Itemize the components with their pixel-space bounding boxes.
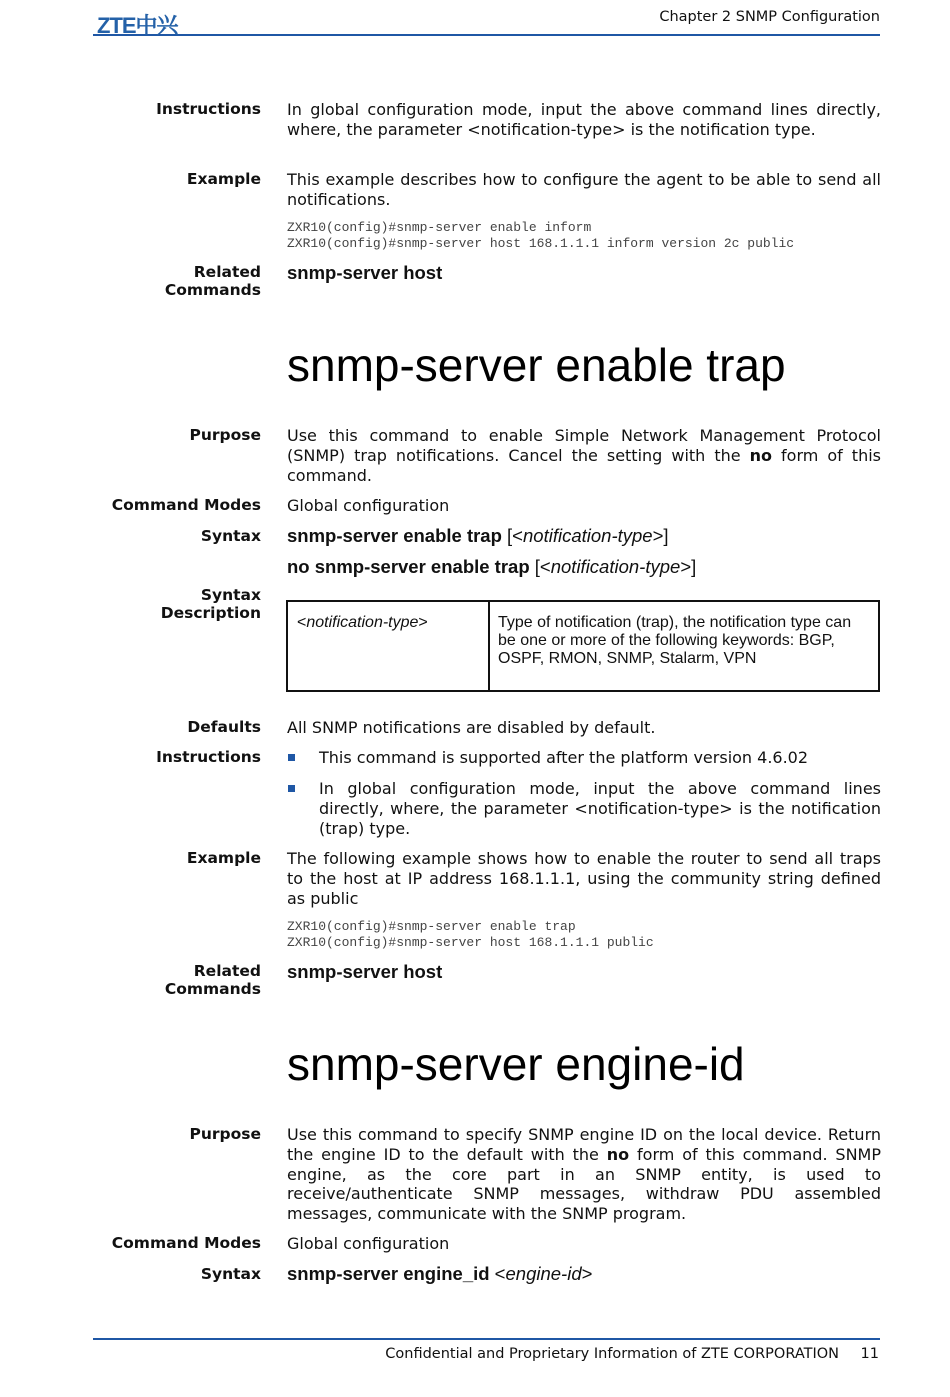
related-commands-label: Related Commands [164, 263, 261, 299]
instructions-label: Instructions [156, 100, 261, 118]
chapter-title: Chapter 2 SNMP Configuration [659, 9, 880, 25]
purpose-text: Use this command to enable Simple Network Management Protocol (SNMP) trap notifications. Cancel the setting with the no form of this command. [287, 426, 881, 485]
example-label: Example [186, 849, 261, 867]
parameter-description: Type of notification (trap), the notification type can be one or more of the following keywords: BGP, OSPF, RMON, SNMP, Stalarm, VPN [498, 614, 852, 667]
related-command: snmp-server host [287, 961, 443, 982]
instructions-label: Instructions [156, 748, 261, 766]
parameter-name: <notification-type> [288, 602, 490, 690]
related-command: snmp-server host [287, 262, 443, 283]
syntax-label: Syntax [200, 527, 261, 545]
defaults-label: Defaults [187, 718, 261, 736]
defaults-text: All SNMP notifications are disabled by default. [287, 718, 656, 737]
footer-text: Confidential and Proprietary Information of ZTE CORPORATION [385, 1346, 839, 1362]
example-text: The following example shows how to enable the router to send all traps to the host at IP address 168.1.1.1, using the community string defined as public [287, 849, 881, 908]
purpose-label: Purpose [189, 1125, 261, 1143]
parameter-table [286, 600, 880, 692]
syntax-line: snmp-server enable trap [<notification-type>] [287, 525, 669, 546]
related-commands-label: Related Commands [164, 962, 261, 998]
purpose-label: Purpose [189, 426, 261, 444]
example-label: Example [186, 170, 261, 188]
bullet-square-icon [288, 785, 295, 792]
instructions-text: In global configuration mode, input the above command lines directly, where, the parameter <notification-type> is the notification type. [287, 100, 881, 139]
bullet-square-icon [288, 754, 295, 761]
syntax-line: snmp-server engine_id <engine-id> [287, 1263, 593, 1284]
page-footer [93, 1338, 880, 1362]
syntax-description-label: Syntax Description [160, 586, 261, 622]
page-number: 11 [860, 1346, 879, 1362]
command-modes-text: Global configuration [287, 1234, 450, 1253]
command-modes-label: Command Modes [111, 1234, 261, 1252]
command-modes-text: Global configuration [287, 496, 450, 515]
syntax-label: Syntax [200, 1265, 261, 1283]
purpose-text: Use this command to specify SNMP engine ID on the local device. Return the engine ID to the default with the no form of this command. SNMP engine, as the core part in an SNMP entity, is used to receive/authenticate SNMP messages, withdraw PDU assembled messages, communicate with the SNMP program. [287, 1125, 881, 1224]
example-text: This example describes how to configure the agent to be able to send all notifications. [287, 170, 881, 209]
code-example: ZXR10(config)#snmp-server enable trap ZXR10(config)#snmp-server host 168.1.1.1 public [287, 919, 654, 950]
section-title: snmp-server enable trap [287, 339, 786, 391]
command-modes-label: Command Modes [111, 496, 261, 514]
section-title: snmp-server engine-id [287, 1038, 745, 1090]
code-example: ZXR10(config)#snmp-server enable inform ZXR10(config)#snmp-server host 168.1.1.1 inform version 2c public [287, 220, 795, 251]
syntax-no-line: no snmp-server enable trap [<notification-type>] [287, 556, 697, 577]
page-header [93, 4, 880, 36]
zte-logo: ZTE中兴 [97, 13, 178, 38]
